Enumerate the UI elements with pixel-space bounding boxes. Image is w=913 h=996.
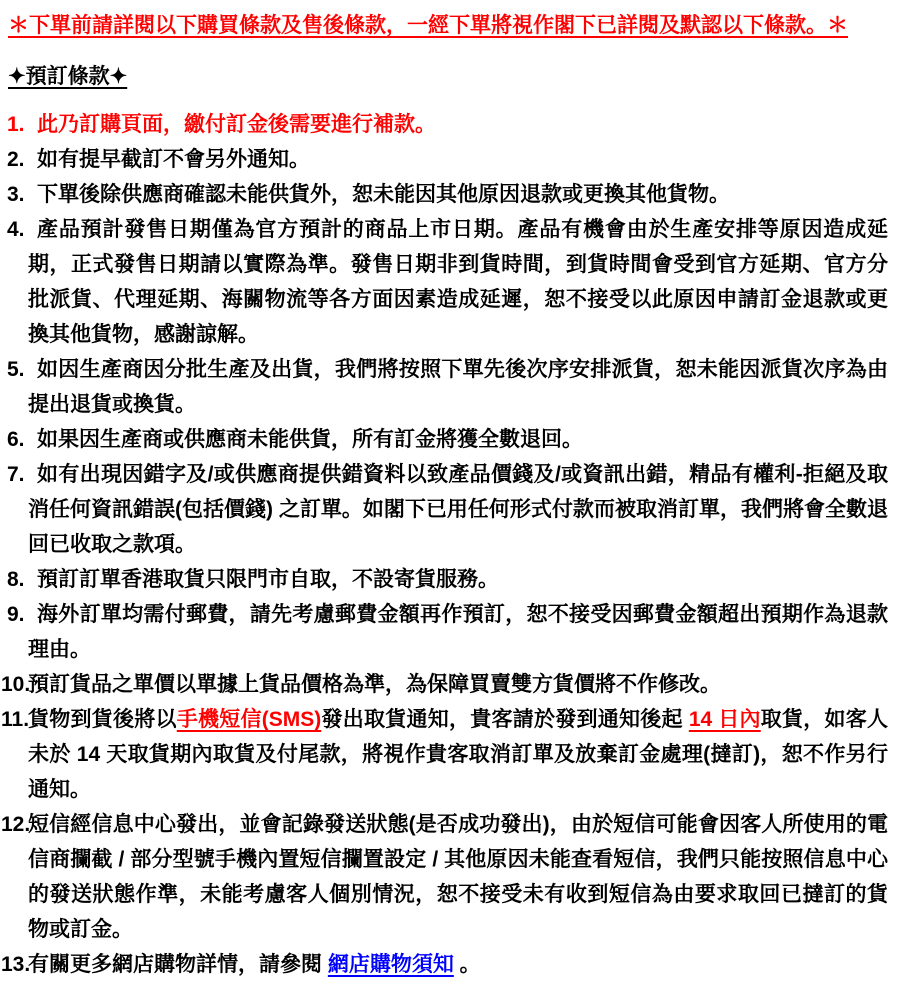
term-number: 4. [7,218,25,241]
term-text: 預訂訂單香港取貨只限門市自取，不設寄貨服務。 [37,568,499,591]
term-number: 12. [1,813,31,836]
term-number: 13. [1,953,31,976]
term-text: 如有提早截訂不會另外通知。 [37,148,310,171]
term-text: 海外訂單均需付郵費，請先考慮郵費金額再作預訂，恕不接受因郵費金額超出預期作為退款理由。 [28,603,888,661]
preorder-terms-list [0,107,913,982]
term-text: 下單後除供應商確認未能供貨外，恕未能因其他原因退款或更換其他貨物。 [37,183,730,206]
term-number: 8. [7,568,25,591]
term-item-1 [0,107,913,142]
term-item-3 [0,177,913,212]
preorder-terms-heading: ✦預訂條款✦ [8,65,128,88]
term-text-part: 取貨，如客人未於 14 天取貨期內取貨及付尾款，將視作貴客取消訂單及放棄訂金處理(撻訂)，恕不作另行通知。 [28,708,889,801]
term-text [28,708,888,801]
term-item-11 [0,702,913,807]
pickup-deadline-highlight: 14 日內 [688,708,761,731]
terms-document [0,8,913,996]
term-text [28,953,481,976]
shop-guide-link[interactable]: 網店購物須知 [327,953,454,976]
term-number: 10. [1,673,31,696]
term-number: 2. [7,148,25,171]
term-text: 如果因生產商或供應商未能供貨，所有訂金將獲全數退回。 [37,428,583,451]
term-text-part: 發出取貨通知，貴客請於發到通知後起 [321,708,689,731]
term-item-9 [0,597,913,667]
term-item-7 [0,457,913,562]
term-number: 7. [7,463,25,486]
term-text: 此乃訂購頁面，繳付訂金後需要進行補款。 [37,113,436,136]
term-text: 如因生產商因分批生產及出貨，我們將按照下單先後次序安排派貨，恕未能因派貨次序為由提出退貨或換貨。 [28,358,888,416]
term-text-part: 。 [453,953,481,976]
term-number: 5. [7,358,25,381]
term-text: 產品預計發售日期僅為官方預計的商品上市日期。產品有機會由於生產安排等原因造成延期，正式發售日期請以實際為準。發售日期非到貨時間，到貨時間會受到官方延期、官方分批派貨、代理延期、海關物流等各方面因素造成延遲，恕不接受以此原因申請訂金退款或更換其他貨物，感謝諒解。 [28,218,888,346]
term-text: 短信經信息中心發出，並會記錄發送狀態(是否成功發出)，由於短信可能會因客人所使用的電信商攔截 / 部分型號手機內置短信攔置設定 / 其他原因未能查看短信，我們只能按照信息中心的發送狀態作準，未能考慮客人個別情況，恕不接受未有收到短信為由要求取回已撻訂的貨物或訂金。 [28,813,888,941]
term-item-12 [0,807,913,947]
term-number: 11. [1,708,30,731]
term-item-10 [0,667,913,702]
term-item-4 [0,212,913,352]
term-item-2 [0,142,913,177]
term-number: 3. [7,183,25,206]
term-text-part: 貨物到貨後將以 [28,708,177,731]
sms-highlight: 手機短信(SMS) [176,708,322,731]
term-number: 9. [7,603,25,626]
term-item-13 [0,947,913,982]
term-number: 6. [7,428,25,451]
term-text: 如有出現因錯字及/或供應商提供錯資料以致產品價錢及/或資訊出錯，精品有權利-拒絕及取消任何資訊錯誤(包括價錢) 之訂單。如閣下已用任何形式付款而被取消訂單，我們將會全數退回已收取之款項。 [28,463,888,556]
term-text-part: 有關更多網店購物詳情，請參閱 [28,953,328,976]
term-item-8 [0,562,913,597]
purchase-notice-title: ＊下單前請詳閱以下購買條款及售後條款，一經下單將視作閣下已詳閱及默認以下條款。＊ [8,14,848,37]
term-item-5 [0,352,913,422]
term-text: 預訂貨品之單價以單據上貨品價格為準，為保障買賣雙方貨價將不作修改。 [28,673,721,696]
term-number: 1. [7,113,25,136]
term-item-6 [0,422,913,457]
